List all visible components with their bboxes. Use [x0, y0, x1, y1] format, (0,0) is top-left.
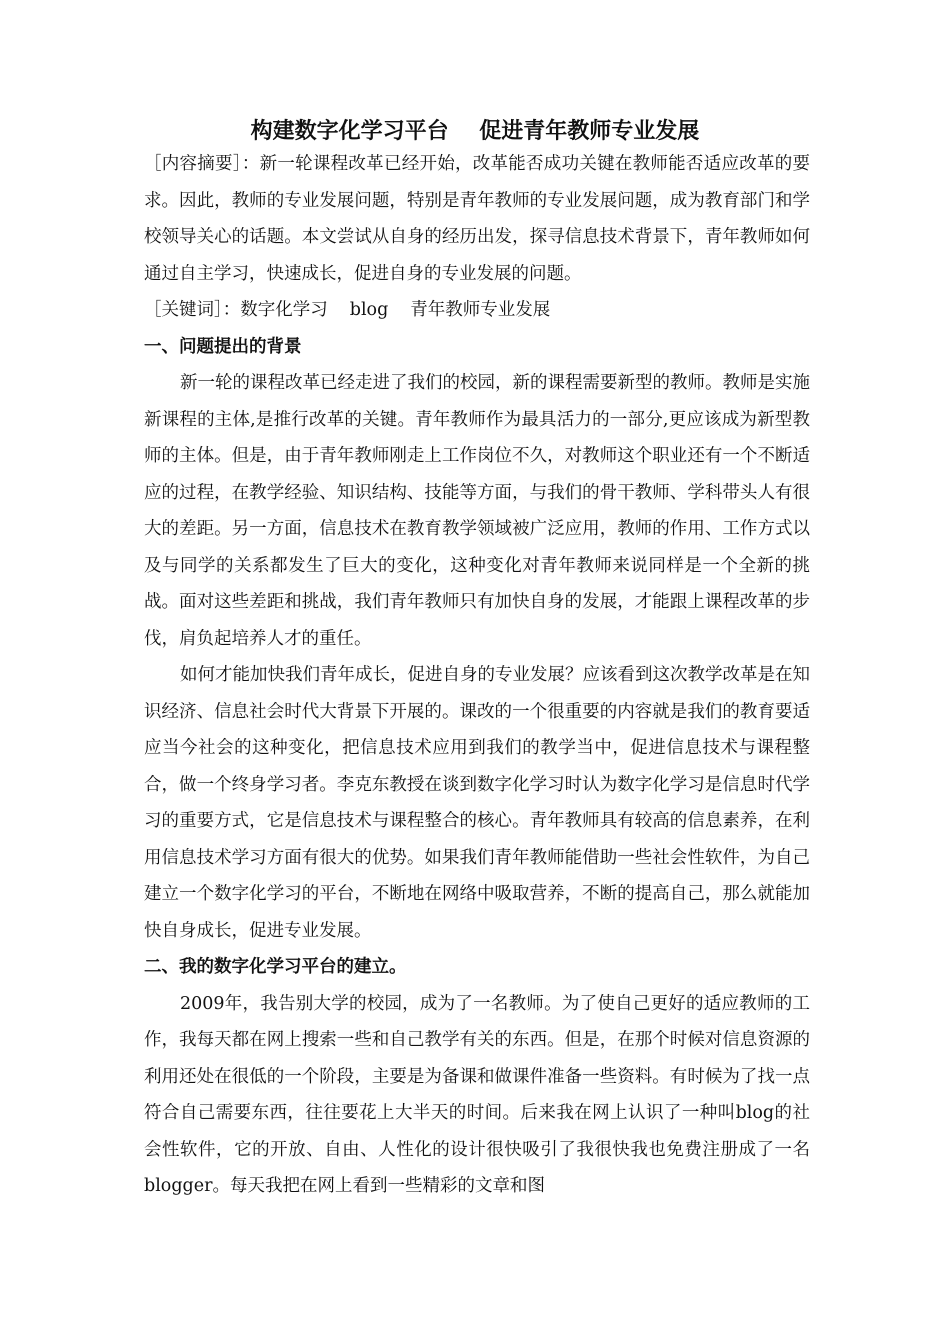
keyword-item: blog — [349, 300, 389, 320]
keywords-line — [144, 292, 810, 329]
section-paragraph: 新一轮的课程改革已经走进了我们的校园，新的课程需要新型的教师。教师是实施新课程的主体,是推行改革的关键。青年教师作为最具活力的一部分,更应该成为新型教师的主体。但是，由于青年教师刚走上工作岗位不久，对教师这个职业还有一个不断适应的过程，在教学经验、知识结构、技能等方面，与我们的骨干教师、学科带头人有很大的差距。另一方面，信息技术在教育教学领域被广泛应用，教师的作用、工作方式以及与同学的关系都发生了巨大的变化，这种变化对青年教师来说同样是一个全新的挑战。面对这些差距和挑战，我们青年教师只有加快自身的发展，才能跟上课程改革的步伐，肩负起培养人才的重任。 — [144, 373, 810, 649]
keyword-item: 数字化学习 — [240, 300, 328, 320]
section-heading: 一、问题提出的背景 — [144, 336, 302, 357]
abstract-paragraph: ［内容摘要］：新一轮课程改革已经开始，改革能否成功关键在教师能否适应改革的要求。因此，教师的专业发展问题，特别是青年教师的专业发展问题，成为教育部门和学校领导关心的话题。本文尝试从自身的经历出发，探寻信息技术背景下，青年教师如何通过自主学习，快速成长，促进自身的专业发展的问题。 — [144, 154, 810, 284]
keywords-label: ［关键词］： — [144, 300, 241, 320]
section-heading: 二、我的数字化学习平台的建立。 — [144, 957, 407, 977]
section-paragraph: 如何才能加快我们青年成长，促进自身的专业发展？应该看到这次教学改革是在知识经济、信息社会时代大背景下开展的。课改的一个很重要的内容就是我们的教育要适应当今社会的这种变化，把信息技术应用到我们的教学当中，促进信息技术与课程整合，做一个终身学习者。李克东教授在谈到数字化学习时认为数字化学习是信息时代学习的重要方式，它是信息技术与课程整合的核心。青年教师具有较高的信息素养，在利用信息技术学习方面有很大的优势。如果我们青年教师能借助一些社会性软件，为自己建立一个数字化学习的平台，不断地在网络中吸取营养，不断的提高自己，那么就能加快自身成长，促进专业发展。 — [144, 665, 810, 941]
section-paragraph: 2009年，我告别大学的校园，成为了一名教师。为了使自己更好的适应教师的工作，我每天都在网上搜索一些和自己教学有关的东西。但是，在那个时候对信息资源的利用还处在很低的一个阶段，主要是为备课和做课件准备一些资料。有时候为了找一点符合自己需要东西，往往要花上大半天的时间。后来我在网上认识了一种叫blog的社会性软件，它的开放、自由、人性化的设计很快吸引了我很快我也免费注册成了一名blogger。每天我把在网上看到一些精彩的文章和图 — [144, 993, 810, 1196]
document-title: 构建数字化学习平台 促进青年教师专业发展 — [250, 118, 700, 144]
keyword-item: 青年教师专业发展 — [410, 300, 551, 320]
document-body — [144, 146, 810, 1205]
